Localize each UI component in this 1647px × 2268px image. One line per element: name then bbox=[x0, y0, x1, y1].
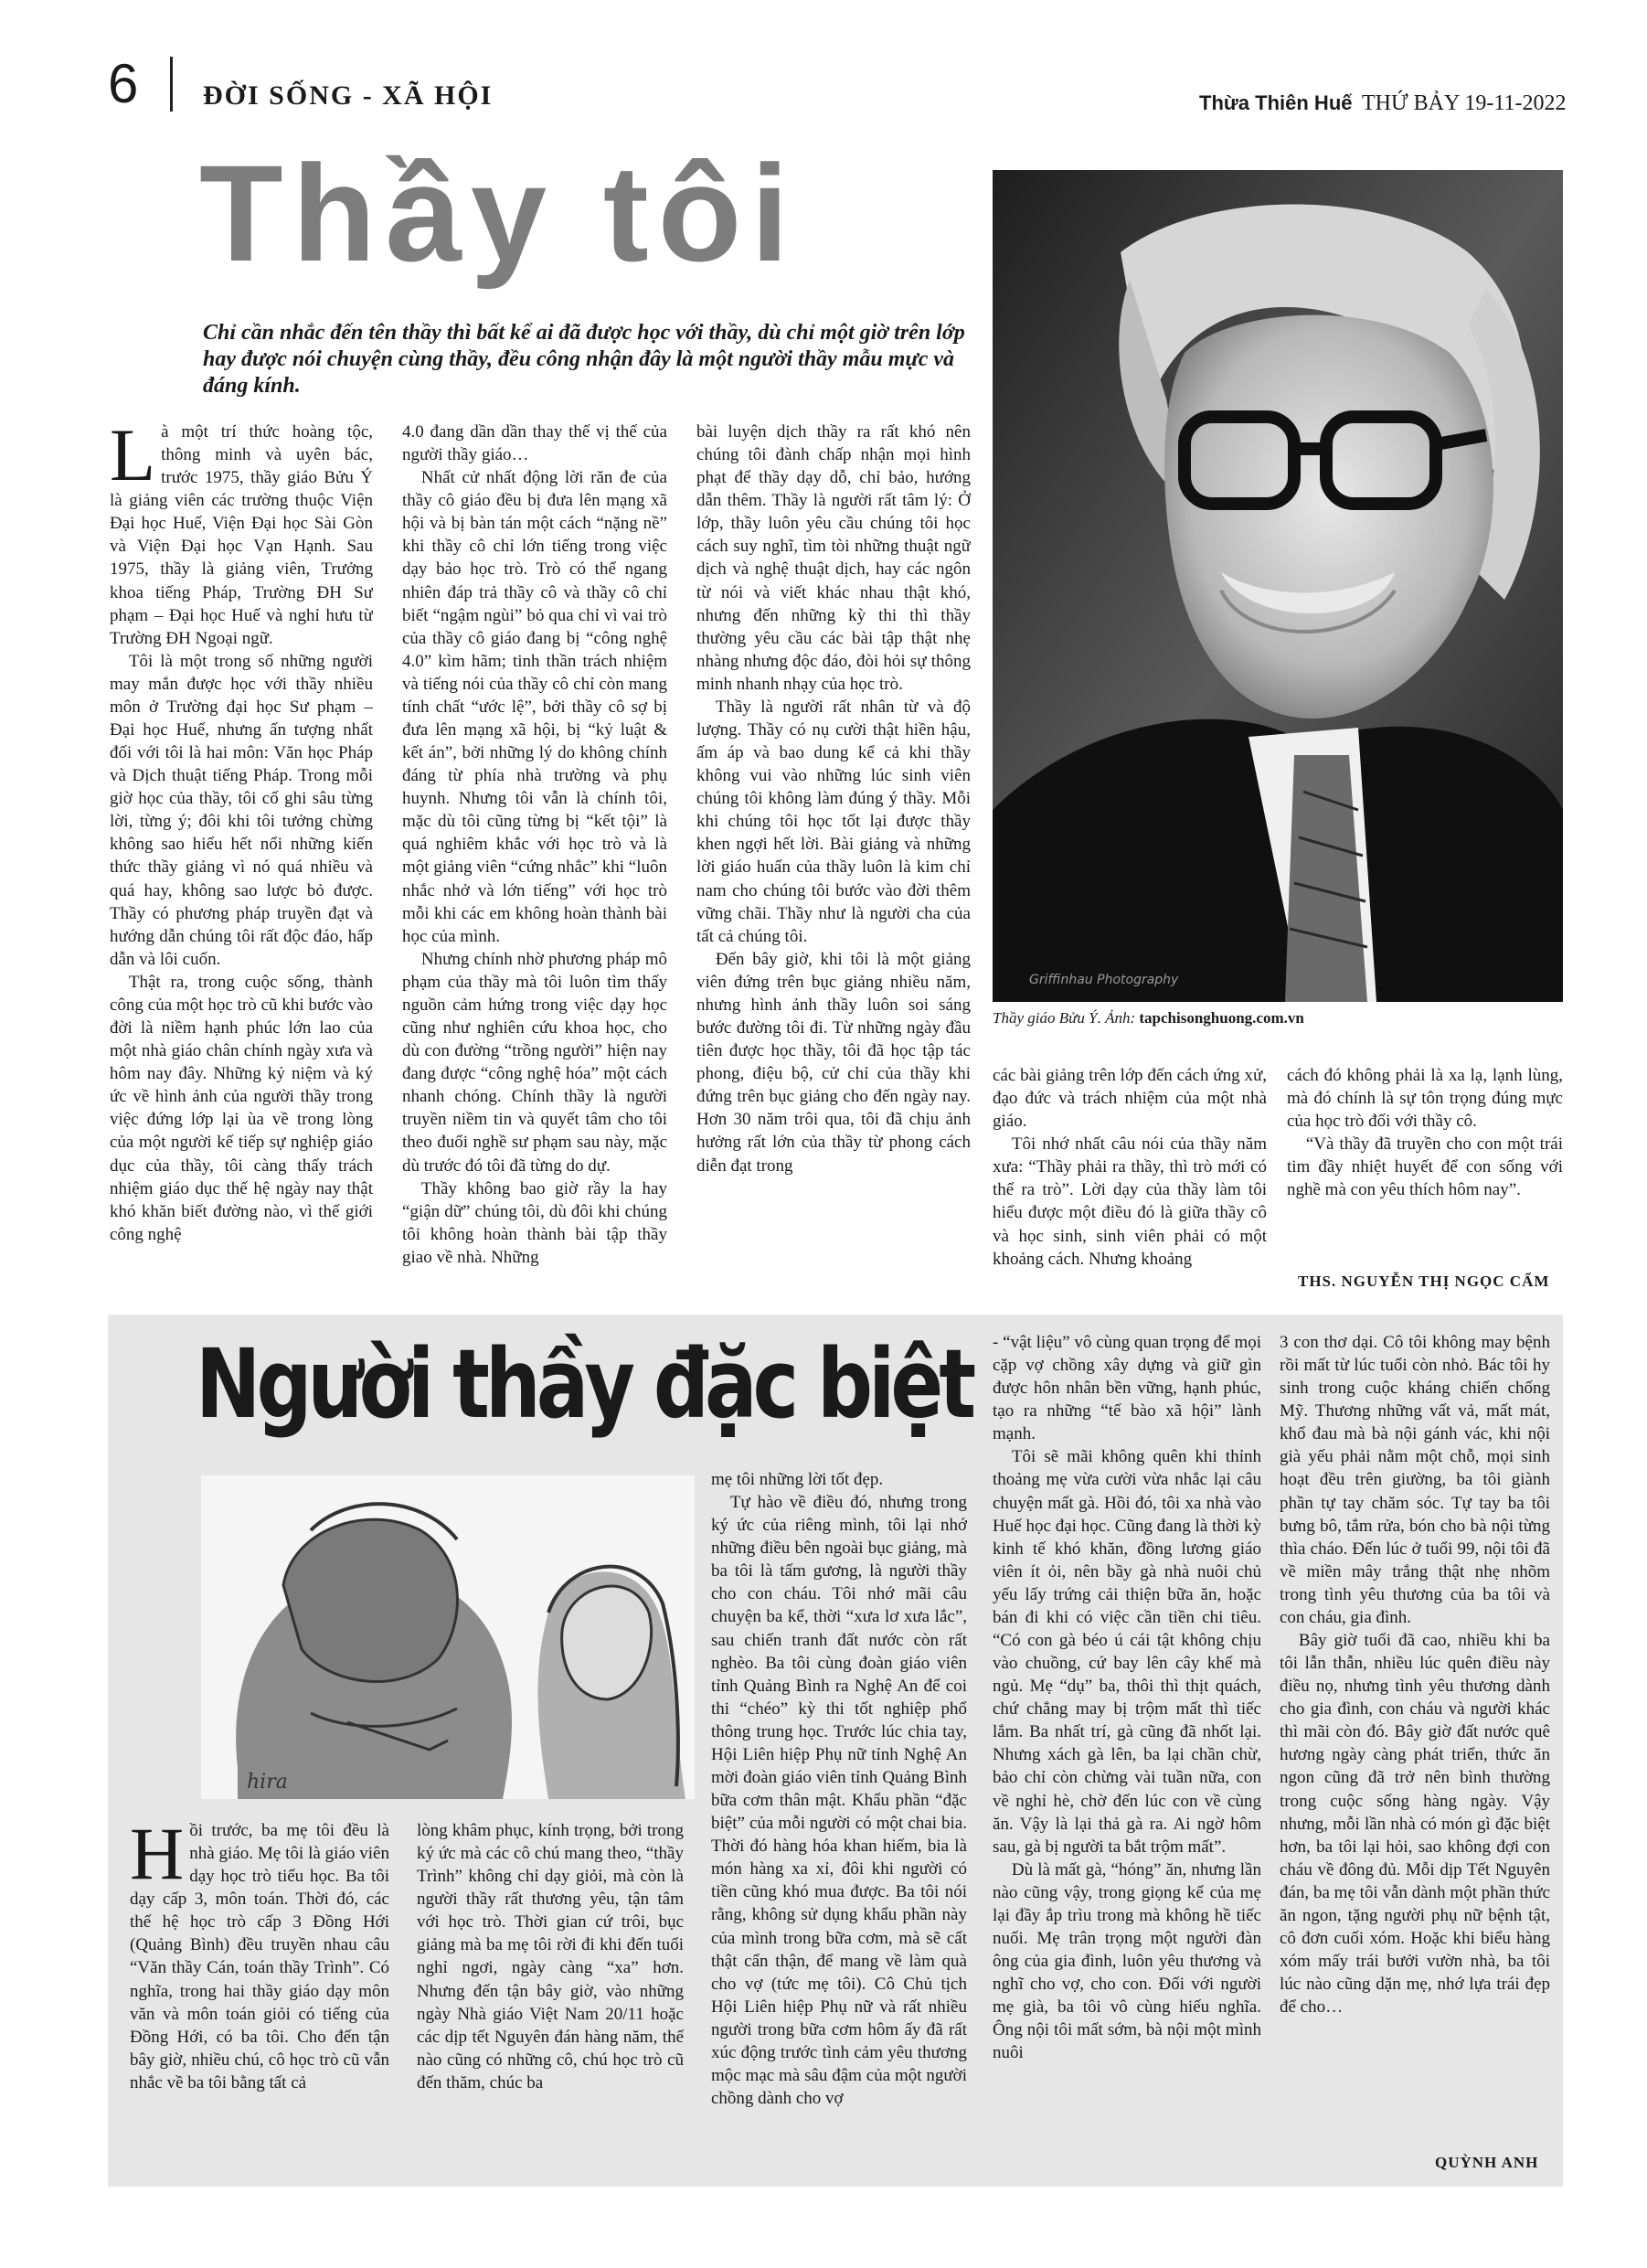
caption-source: tapchisonghuong.com.vn bbox=[1139, 1009, 1304, 1027]
paragraph: 4.0 đang dần dần thay thế vị thế của người thầy giáo… bbox=[402, 422, 667, 465]
issue-date: THỨ BẢY 19-11-2022 bbox=[1362, 91, 1567, 115]
article1-column-1 bbox=[110, 421, 373, 1303]
paragraph: lòng khâm phục, kính trọng, bởi trong ký ức mà các cô chú mang theo, “thầy Trình” không chỉ dạy giỏi, mà còn là người thầy rất thương yêu, tận tâm với học trò. Thời gian cứ trôi, bục giảng mà ba mẹ tôi rời đi khi đến tuổi nghỉ ngơi, ngày càng “xa” hơn. Nhưng đến tận bây giờ, vào những ngày Nhà giáo Việt Nam 20/11 hoặc các dịp tết Nguyên đán hàng năm, thế nào cũng có những cô, chú học trò cũ đến thăm, chúc ba bbox=[417, 1821, 684, 2092]
article1-column-3 bbox=[696, 421, 971, 1303]
paragraph: Dù là mất gà, “hóng” ăn, nhưng lần nào cũng vậy, trong giọng kể của mẹ lại đầy ắp trìu trong mà không hề tiếc nuối. Mẹ trân trọng một người đàn ông của gia đình, luôn yêu thương và nghĩ cho vợ, cho con. Đối với người mẹ già, ba tôi vô cùng hiếu nghĩa. Ông nội tôi mất sớm, bà nội một mình nuôi bbox=[993, 1859, 1261, 2063]
paragraph: Thật ra, trong cuộc sống, thành công của một học trò cũ khi bước vào đời là niềm hạnh phúc lớn lao của một nhà giáo chân chính ngày xưa và hôm nay đây. Những kỷ niệm và ký ức về hình ảnh của người thầy trong việc đứng lớp lại ùa về trong lòng của một người kế tiếp sự nghiệp giáo dục của thầy, tôi càng thấy trách nhiệm giáo dục thế hệ ngày nay thật khó khăn biết đường nào, vì thế giới công nghệ bbox=[110, 972, 373, 1244]
paragraph: bài luyện dịch thầy ra rất khó nên chúng tôi đành chấp nhận mọi hình phạt để thầy dạy dỗ, chỉ bảo, hướng dẫn thêm. Thầy là người rất tâm lý: Ở lớp, thầy luôn yêu cầu chúng tôi học cách suy nghĩ, tìm tòi những thuật ngữ dịch và nghệ thuật dịch, hay các ngôn từ nói và viết khác nhau thật khó, nhưng đến những kỳ thi thì thầy thường yêu cầu các bài tập thật nhẹ nhàng nhưng độc đáo, đòi hỏi sự thông minh nhanh nhạy của học trò. bbox=[696, 422, 971, 694]
paragraph: Bây giờ tuổi đã cao, nhiều khi ba tôi lẫn thẫn, nhiều lúc quên điều này điều nọ, nhưng tình yêu thương dành cho gia đình, con cháu và người khác thì mãi còn đó. Bây giờ đất nước quê hương ngày càng phát triển, thức ăn ngon cũng đã trở nên bình thường trong cuộc sống hàng ngày. Vậy nhưng, mỗi lần nhà có món gì đặc biệt hơn, ba tôi lại hỏi, sao không đợi con cháu về đông đủ. Mỗi dịp Tết Nguyên đán, ba mẹ tôi vẫn dành một phần thức ăn ngon, tặng người phụ nữ bệnh tật, cô đơn cuối xóm. Hoặc khi biểu hàng xóm mấy trái bưởi vườn nhà, ba tôi lúc nào cũng dặn mẹ, nhớ lựa trái đẹp để cho… bbox=[1280, 1631, 1550, 2018]
paragraph: Tôi sẽ mãi không quên khi thỉnh thoảng mẹ vừa cười vừa nhắc lại câu chuyện mất gà. Hồi đó, tôi xa nhà vào Huế học đại học. Cũng đang là thời kỳ kinh tế khó khăn, đồng lương giáo viên ít ỏi, nên bầy gà nhà nuôi chủ yếu lấy trứng cải thiện bữa ăn, hoặc bán đi khi có việc cần tiền chi tiêu. “Có con gà béo ú cái tật không chịu vào chuồng, cứ bay lên cây khế mà ngủ. Mẹ “dụ” ba, thôi thì thịt quách, chứ chẳng may bị trộm mất thì tiếc lắm. Ba nhất trí, gà cũng đã nhốt lại. Nhưng xách gà lên, ba lại chần chừ, bảo chỉ còn chừng vài tuần nữa, con về nghỉ hè, chờ đến lúc con về cùng ăn. Vậy là lại thả gà ra. Ai ngờ hôm sau, gà bị người ta bắt trộm mất”. bbox=[993, 1447, 1261, 1857]
article1-byline: THS. NGUYỄN THỊ NGỌC CẨM bbox=[1298, 1272, 1550, 1290]
caption-text: Thầy giáo Bửu Ý. Ảnh: bbox=[993, 1009, 1140, 1027]
article2-column-5 bbox=[1280, 1331, 1550, 2150]
paragraph: Là một trí thức hoàng tộc, thông minh và uyên bác, trước 1975, thầy giáo Bửu Ý là giảng viên các trường thuộc Viện Đại học Huế, Viện Đại học Sài Gòn và Viện Đại học Vạn Hạnh. Sau 1975, thầy là giảng viên, Trưởng khoa tiếng Pháp, Trường ĐH Sư phạm – Đại học Huế và nghỉ hưu từ Trường ĐH Ngoại ngữ. bbox=[110, 421, 373, 648]
drop-cap: L bbox=[110, 421, 156, 496]
article1-column-5 bbox=[1287, 1064, 1563, 1265]
drop-cap: H bbox=[130, 1819, 185, 1895]
article2-title: Người thầy đặc biệt bbox=[196, 1328, 972, 1440]
paragraph: mẹ tôi những lời tốt đẹp. bbox=[711, 1470, 884, 1489]
photo-caption bbox=[993, 1009, 1578, 1028]
teacher-photo bbox=[993, 170, 1563, 1002]
paragraph: Nhất cử nhất động lời răn đe của thầy cô giáo đều bị đưa lên mạng xã hội và bị bàn tán một cách “nặng nề” khi thầy cô chỉ lớn tiếng trong việc dạy bảo học trò. Trò có thể ngang nhiên đáp trả thầy cô và thầy cô chỉ biết “ngậm ngùi” bỏ qua chỉ vì vai trò của thầy cô giáo đang bị “công nghệ 4.0” kìm hãm; tinh thần trách nhiệm và tiếng nói của thầy cô chỉ còn mang tính chất “ước lệ”, bởi thầy cô sợ bị đưa lên mạng xã hội, bị “kỷ luật & kết án”, bởi những lý do không chính đáng từ phía nhà trường và phụ huynh. Nhưng tôi vẫn là chính tôi, mặc dù tôi cũng từng bị “kết tội” là quá nghiêm khắc với học trò và là một giảng viên “cứng nhắc” khi “luôn nhắc nhở và lớn tiếng” với học trò mỗi khi các em không hoàn thành bài học của mình. bbox=[402, 468, 667, 946]
article2-byline: QUỲNH ANH bbox=[1435, 2154, 1539, 2171]
illustration-signature: hira bbox=[247, 1771, 288, 1794]
paragraph: Đến bây giờ, khi tôi là một giảng viên đứng trên bục giảng nhiều năm, nhưng hình ảnh thầy luôn soi sáng bước đường tôi đi. Từ những ngày đầu tiên được học thầy, tôi đã học tập tác phong, điệu bộ, cử chỉ của thầy khi đứng trên bục giảng cho đến ngày nay. Hơn 30 năm trôi qua, tôi đã chịu ảnh hưởng rất lớn của thầy từ phong cách diễn đạt trong bbox=[696, 949, 971, 1176]
paragraph: cách đó không phải là xa lạ, lạnh lùng, mà đó chính là sự tôn trọng đúng mực của học trò đối với thầy cô. bbox=[1287, 1066, 1563, 1132]
paragraph: Tôi nhớ nhất câu nói của thầy năm xưa: “Thầy phải ra thầy, thì trò mới có thể ra trò”. Lời dạy của thầy làm tôi hiểu được một điều đó là giữa thầy cô và học sinh, sinh viên phải có một khoảng cách. Nhưng khoảng bbox=[993, 1134, 1267, 1269]
paragraph: Hồi trước, ba mẹ tôi đều là nhà giáo. Mẹ tôi là giáo viên dạy học trò tiểu học. Ba tôi dạy cấp 3, môn toán. Thời đó, các thế hệ học trò cấp 3 Đồng Hới (Quảng Bình) đều truyền nhau câu “Văn thầy Cán, toán thầy Trình”. Có nghĩa, trong hai thầy giáo dạy môn văn và môn toán giỏi có tiếng của Đồng Hới, có ba tôi. Cho đến tận bây giờ, nhiều chú, cô học trò cũ vẫn nhắc về ba tôi bằng tất cả bbox=[130, 1819, 389, 2092]
article1-column-2 bbox=[402, 421, 667, 1303]
newspaper-name: Thừa Thiên Huế bbox=[1199, 91, 1353, 114]
article2-column-4 bbox=[993, 1331, 1261, 2168]
article1-title: Thầy tôi bbox=[199, 136, 799, 290]
paragraph: các bài giảng trên lớp đến cách ứng xử, đạo đức và trách nhiệm của một nhà giáo. bbox=[993, 1066, 1267, 1132]
page-number: 6 bbox=[108, 53, 139, 114]
paragraph: - “vật liệu” vô cùng quan trọng để mọi cặp vợ chồng xây dựng và giữ gìn được hôn nhân bền vững, hạnh phúc, tạo ra những “tế bào xã hội” lành mạnh. bbox=[993, 1333, 1261, 1444]
paragraph: “Và thầy đã truyền cho con một trái tim đầy nhiệt huyết để con sống với nghề mà con yêu thích hôm nay”. bbox=[1287, 1134, 1563, 1200]
photo-signature: Griffinhau Photography bbox=[1029, 973, 1179, 987]
paragraph: Tôi là một trong số những người may mắn được học với thầy nhiều môn ở Trường đại học Sư phạm – Đại học Huế, nhưng ấn tượng nhất đối với tôi là hai môn: Văn học Pháp và Dịch thuật tiếng Pháp. Trong mỗi giờ học của thầy, tôi cố ghi sâu từng lời, từng ý; đôi khi tôi tưởng chừng không sao hiểu hết nổi những kiến thức thầy giảng vì nó quá nhiều và quá hay, không sao lược bỏ được. Thầy có phương pháp truyền đạt và hướng dẫn chúng tôi rất độc đáo, hấp dẫn và lôi cuốn. bbox=[110, 651, 373, 969]
paragraph: Nhưng chính nhờ phương pháp mô phạm của thầy mà tôi luôn tìm thấy nguồn cảm hứng trong việc dạy học cũng như nghiên cứu khoa học, cho dù con đường “trồng người” hiện nay đang được “công nghệ hóa” một cách nhanh chóng. Chính thầy là người truyền niềm tin và quyết tâm cho tôi theo đuổi nghề sư phạm sau này, mặc dù trước đó tôi đã từng do dự. bbox=[402, 949, 667, 1176]
article2-column-3 bbox=[711, 1468, 967, 2168]
paragraph: Tự hào về điều đó, nhưng trong ký ức của riêng mình, tôi lại nhớ những điều bên ngoài bục giảng, mà ba tôi là tấm gương, là người thầy cho con cháu. Tôi nhớ mãi câu chuyện ba kể, thời “xưa lơ xưa lắc”, sau chiến tranh đất nước còn rất nghèo. Ba tôi cùng đoàn giáo viên tỉnh Quảng Bình ra Nghệ An để coi thi “chéo” kỳ thi tốt nghiệp phổ thông trung học. Trước lúc chia tay, Hội Liên hiệp Phụ nữ tỉnh Nghệ An mời đoàn giáo viên tỉnh Quảng Bình bữa cơm thân mật. Khẩu phần “đặc biệt” của mỗi người có một chai bia. Thời đó hàng hóa khan hiếm, bia là món hàng xa xỉ, đôi khi người có tiền cũng khó mua được. Ba tôi nói rằng, không sử dụng khẩu phần này của mình trong bữa cơm, mà sẽ cất thật cẩn thận, để mang về làm quà cho vợ (tức mẹ tôi). Cô Chủ tịch Hội Liên hiệp Phụ nữ và rất nhiều người trong bữa cơm hôm ấy đã rất xúc động trước tình cảm yêu thương mộc mạc mà sâu đậm của một người chồng dành cho vợ bbox=[711, 1493, 967, 2109]
header-divider bbox=[170, 57, 173, 112]
article2-illustration bbox=[201, 1475, 695, 1799]
paragraph: 3 con thơ dại. Cô tôi không may bệnh rồi mất từ lúc tuổi còn nhỏ. Bác tôi hy sinh trong cuộc kháng chiến chống Mỹ. Thương những vất vả, mất mát, khổ đau mà bà nội gánh vác, khi nội già yếu phải nằm một chỗ, mọi sinh hoạt đều trên giường, ba tôi giành phần tự tay chăm sóc. Tự tay ba tôi bưng bô, tắm rửa, bón cho bà nội từng thìa cháo. Đến lúc ở tuổi 99, nội tôi đã về miền mây trắng thật nhẹ nhõm trong tình yêu thương của ba tôi và con cháu, gia đình. bbox=[1280, 1333, 1550, 1627]
article1-column-4 bbox=[993, 1064, 1267, 1303]
paragraph: Thầy không bao giờ rầy la hay “giận dữ” chúng tôi, dù đôi khi chúng tôi không hoàn thành bài tập thầy giao về nhà. Những bbox=[402, 1178, 667, 1267]
paragraph: Thầy là người rất nhân từ và độ lượng. Thầy có nụ cười thật hiền hậu, ấm áp và bao dung kể cả khi thầy không vui vào những lúc sinh viên chúng tôi không làm đúng ý thầy. Mỗi khi chúng tôi học tốt lại được thầy khen ngợi hết lời. Bài giảng và những lời giáo huấn của thầy luôn là kim chỉ nam cho chúng tôi bước vào đời thêm vững chãi. Thầy như là người cha của tất cả chúng tôi. bbox=[696, 697, 971, 946]
article1-lead: Chỉ cần nhắc đến tên thầy thì bất kể ai đã được học với thầy, dù chỉ một giờ trên lớp hay được nói chuyện cùng thầy, đều công nhận đây là một người thầy mẫu mực và đáng kính. bbox=[203, 321, 965, 398]
article2-column-1 bbox=[130, 1819, 389, 2148]
article2-column-2 bbox=[417, 1819, 684, 2148]
section-title: ĐỜI SỐNG - XÃ HỘI bbox=[203, 80, 494, 111]
